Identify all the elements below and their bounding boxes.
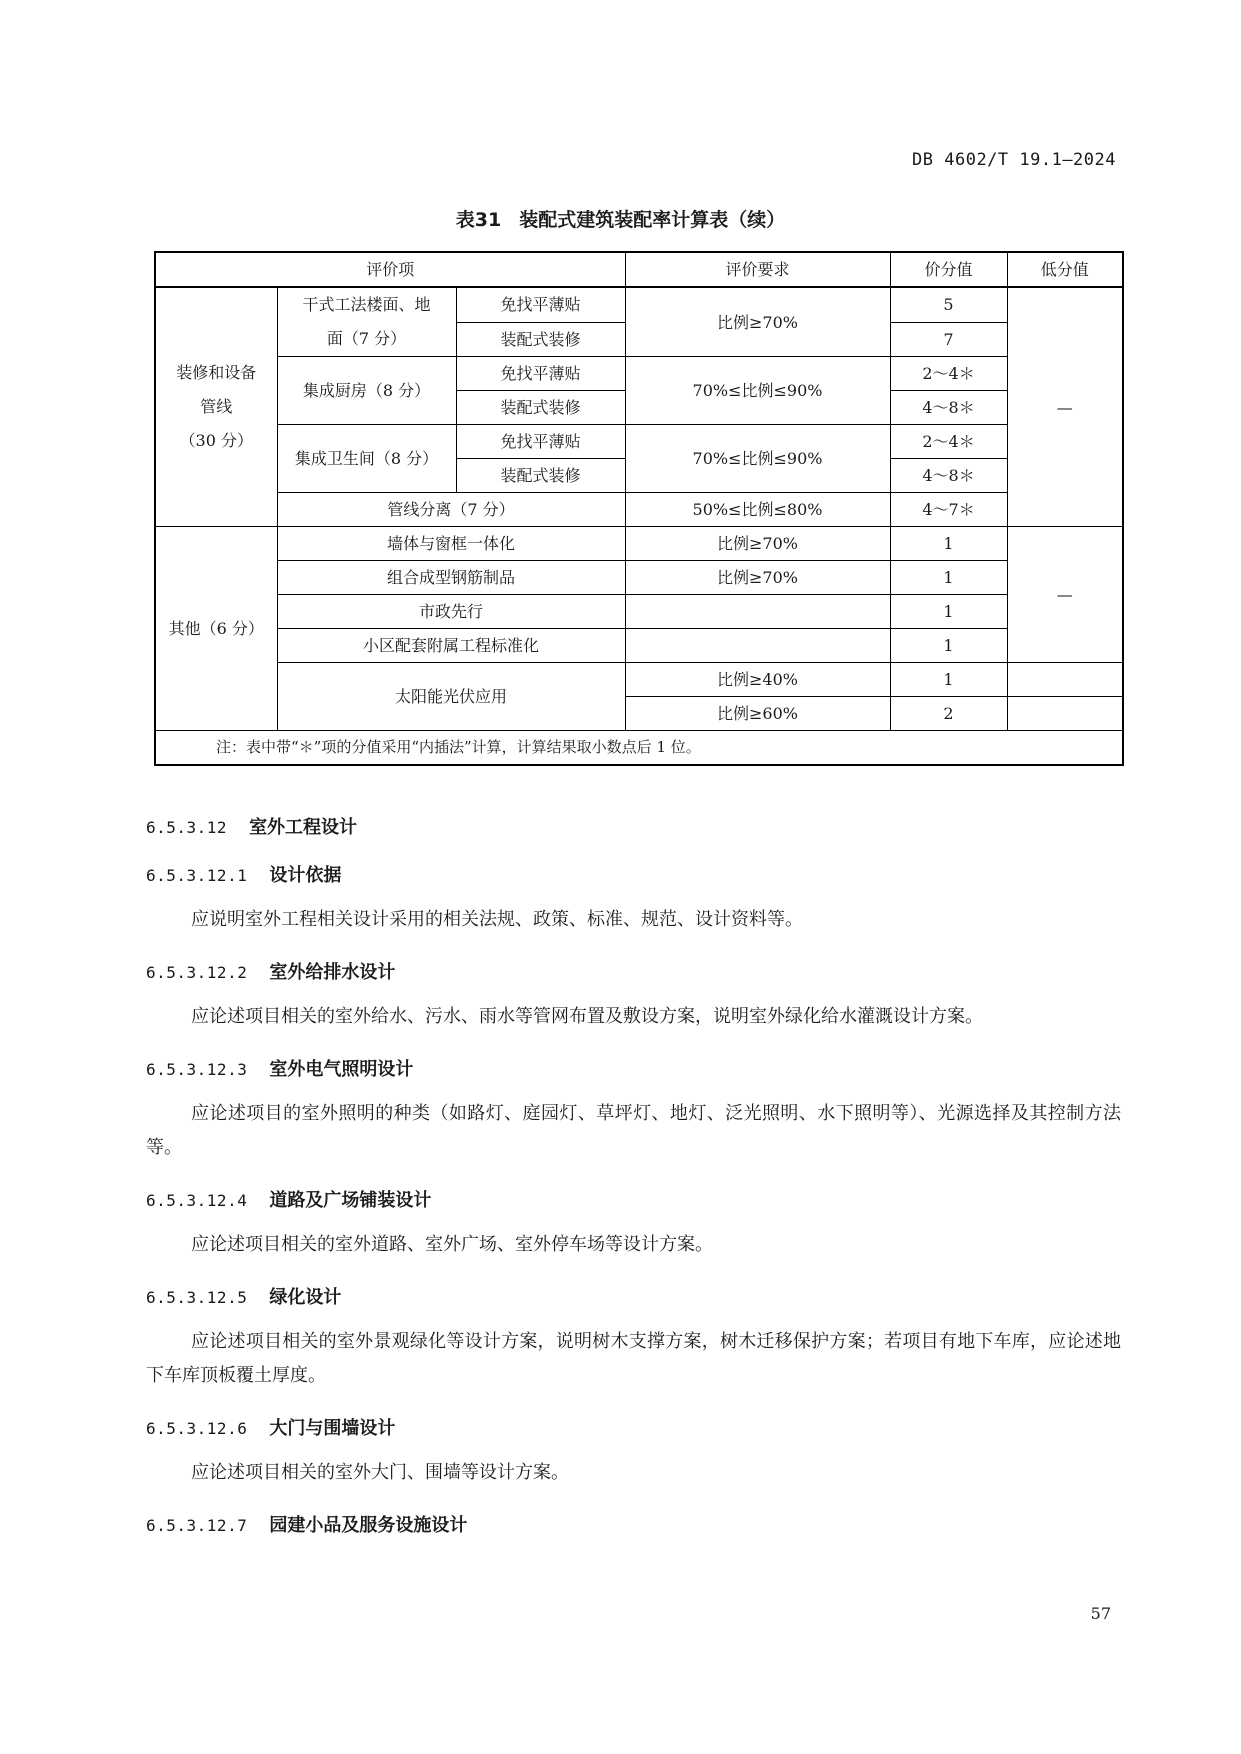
sub-item: 装配式装修 [456, 459, 625, 493]
item-pipe-separation: 管线分离（7 分） [277, 493, 625, 527]
table-row [155, 527, 1123, 561]
section-heading: 6.5.3.12.1 设计依据 [146, 865, 342, 886]
table-row [155, 425, 1123, 459]
table-row [155, 595, 1123, 629]
score-cell: 4～8＊ [890, 391, 1007, 425]
header-requirement: 评价要求 [625, 252, 890, 287]
section-heading: 6.5.3.12.7 园建小品及服务设施设计 [146, 1515, 468, 1536]
table-header-row [155, 252, 1123, 287]
section-heading: 6.5.3.12.5 绿化设计 [146, 1287, 342, 1308]
requirement-cell: 比例≥70% [625, 287, 890, 357]
header-score: 价分值 [890, 252, 1007, 287]
min-score-cell [1007, 663, 1123, 697]
table-title-text: 装配式建筑装配率计算表（续） [519, 209, 786, 231]
score-cell: 2～4＊ [890, 425, 1007, 459]
section-heading: 6.5.3.12.3 室外电气照明设计 [146, 1059, 414, 1080]
requirement-cell [625, 595, 890, 629]
min-score-cell: — [1007, 287, 1123, 527]
table-row [155, 663, 1123, 697]
page-number: 57 [1090, 1604, 1111, 1623]
score-cell: 2～4＊ [890, 357, 1007, 391]
requirement-cell: 50%≤比例≤80% [625, 493, 890, 527]
item-municipal: 市政先行 [277, 595, 625, 629]
header-min-score: 低分值 [1007, 252, 1123, 287]
item-bathroom: 集成卫生间（8 分） [277, 425, 456, 493]
paragraph: 应论述项目相关的室外景观绿化等设计方案，说明树木支撑方案，树木迁移保护方案；若项目有地下车库，应论述地下车库顶板覆土厚度。 [146, 1331, 1121, 1386]
header-item: 评价项 [155, 252, 625, 287]
requirement-cell: 比例≥70% [625, 561, 890, 595]
score-cell: 1 [890, 595, 1007, 629]
item-solar: 太阳能光伏应用 [277, 663, 625, 731]
sub-item: 免找平薄贴 [456, 287, 625, 322]
group-decoration-label: 装修和设备 管线 （30 分） [155, 287, 277, 527]
score-cell: 1 [890, 561, 1007, 595]
score-cell: 4～7＊ [890, 493, 1007, 527]
table-note: 注：表中带“＊”项的分值采用“内插法”计算，计算结果取小数点后 1 位。 [155, 731, 1123, 766]
item-wall-window: 墙体与窗框一体化 [277, 527, 625, 561]
table-row [155, 561, 1123, 595]
requirement-cell: 70%≤比例≤90% [625, 425, 890, 493]
item-community: 小区配套附属工程标准化 [277, 629, 625, 663]
score-cell: 7 [890, 322, 1007, 357]
requirement-cell [625, 629, 890, 663]
paragraph: 应论述项目相关的室外道路、室外广场、室外停车场等设计方案。 [191, 1234, 713, 1255]
paragraph: 应论述项目相关的室外大门、围墙等设计方案。 [191, 1462, 569, 1483]
table-row [155, 357, 1123, 391]
sub-item: 免找平薄贴 [456, 357, 625, 391]
item-dry-floor: 干式工法楼面、地 面（7 分） [277, 287, 456, 357]
paragraph: 应论述项目相关的室外给水、污水、雨水等管网布置及敷设方案，说明室外绿化给水灌溉设计方案。 [191, 1006, 983, 1027]
sub-item: 装配式装修 [456, 391, 625, 425]
score-cell: 1 [890, 527, 1007, 561]
section-heading: 6.5.3.12.4 道路及广场铺装设计 [146, 1190, 432, 1211]
score-cell: 1 [890, 629, 1007, 663]
score-cell: 2 [890, 697, 1007, 731]
section-heading: 6.5.3.12 室外工程设计 [146, 817, 358, 838]
requirement-cell: 70%≤比例≤90% [625, 357, 890, 425]
score-cell: 4～8＊ [890, 459, 1007, 493]
table-title [0, 205, 1241, 232]
score-cell: 5 [890, 287, 1007, 322]
item-kitchen: 集成厨房（8 分） [277, 357, 456, 425]
requirement-cell: 比例≥60% [625, 697, 890, 731]
min-score-cell: — [1007, 527, 1123, 663]
item-rebar: 组合成型钢筋制品 [277, 561, 625, 595]
section-heading: 6.5.3.12.6 大门与围墙设计 [146, 1418, 396, 1439]
table-number: 表31 [455, 209, 502, 231]
table-row [155, 287, 1123, 322]
sub-item: 装配式装修 [456, 322, 625, 357]
requirement-cell: 比例≥40% [625, 663, 890, 697]
paragraph: 应论述项目的室外照明的种类（如路灯、庭园灯、草坪灯、地灯、泛光照明、水下照明等）、光源选择及其控制方法等。 [146, 1103, 1121, 1158]
table-row [155, 629, 1123, 663]
table-row [155, 493, 1123, 527]
sub-item: 免找平薄贴 [456, 425, 625, 459]
min-score-cell [1007, 697, 1123, 731]
requirement-cell: 比例≥70% [625, 527, 890, 561]
group-other-label: 其他（6 分） [155, 527, 277, 731]
assembly-rate-table [154, 251, 1124, 766]
section-heading: 6.5.3.12.2 室外给排水设计 [146, 962, 396, 983]
score-cell: 1 [890, 663, 1007, 697]
document-code: DB 4602/T 19.1—2024 [912, 150, 1116, 170]
table-note-row [155, 731, 1123, 766]
paragraph: 应说明室外工程相关设计采用的相关法规、政策、标准、规范、设计资料等。 [191, 909, 803, 930]
